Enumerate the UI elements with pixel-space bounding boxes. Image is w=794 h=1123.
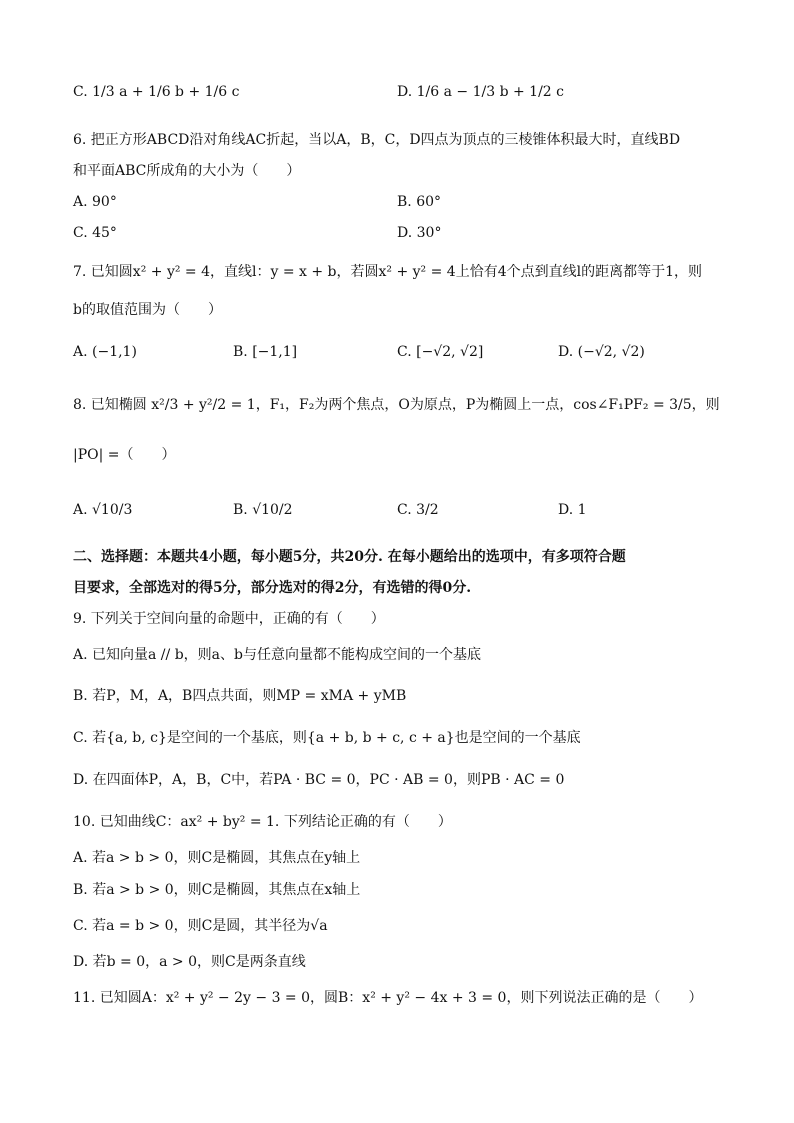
q8-option-c: C. 3/2 — [397, 502, 439, 518]
q8-stem-line2: |PO| =（ ） — [73, 447, 176, 463]
q9-option-c: C. 若{a, b, c}是空间的一个基底，则{a + b, b + c, c + a}也是空间的一个基底 — [73, 730, 581, 746]
q7-option-c: C. [−√2, √2] — [397, 344, 484, 360]
q7-stem-line2: b的取值范围为（ ） — [73, 302, 222, 318]
q7-option-a: A. (−1,1) — [73, 344, 137, 360]
q7-option-b: B. [−1,1] — [233, 344, 298, 360]
q10-option-c: C. 若a = b > 0，则C是圆，其半径为√a — [73, 918, 328, 934]
q9-stem: 9. 下列关于空间向量的命题中，正确的有（ ） — [73, 611, 385, 627]
q7-stem-line1: 7. 已知圆x² + y² = 4，直线l：y = x + b，若圆x² + y² = 4上恰有4个点到直线l的距离都等于1，则 — [73, 264, 703, 280]
q7-option-d: D. (−√2, √2) — [558, 344, 645, 360]
q11-stem: 11. 已知圆A：x² + y² − 2y − 3 = 0，圆B：x² + y² − 4x + 3 = 0，则下列说法正确的是（ ） — [73, 990, 703, 1006]
q9-option-a: A. 已知向量a // b，则a、b与任意向量都不能构成空间的一个基底 — [73, 647, 481, 663]
q6-stem-line2: 和平面ABC所成角的大小为（ ） — [73, 163, 301, 179]
q6-option-a: A. 90° — [73, 194, 117, 210]
q8-option-d: D. 1 — [558, 502, 587, 518]
q10-option-a: A. 若a > b > 0，则C是椭圆，其焦点在y轴上 — [73, 850, 361, 866]
section2-heading-line1: 二、选择题：本题共4小题，每小题5分，共20分. 在每小题给出的选项中，有多项符合题 — [73, 549, 626, 565]
q5-option-d: D. 1/6 a − 1/3 b + 1/2 c — [397, 84, 564, 100]
q9-option-d: D. 在四面体P，A，B，C中，若PA · BC = 0，PC · AB = 0，则PB · AC = 0 — [73, 772, 565, 788]
q10-stem: 10. 已知曲线C：ax² + by² = 1. 下列结论正确的有（ ） — [73, 814, 452, 830]
section2-heading-line2: 目要求，全部选对的得5分，部分选对的得2分，有选错的得0分. — [73, 580, 472, 596]
q6-option-c: C. 45° — [73, 225, 117, 241]
q8-stem-line1: 8. 已知椭圆 x²/3 + y²/2 = 1，F₁，F₂为两个焦点，O为原点，P为椭圆上一点，cos∠F₁PF₂ = 3/5，则 — [73, 397, 720, 413]
q9-option-b: B. 若P，M，A，B四点共面，则MP = xMA + yMB — [73, 688, 407, 704]
q8-option-b: B. √10/2 — [233, 502, 293, 518]
q10-option-d: D. 若b = 0，a > 0，则C是两条直线 — [73, 954, 306, 970]
q8-option-a: A. √10/3 — [73, 502, 133, 518]
q6-option-b: B. 60° — [397, 194, 442, 210]
q5-option-c: C. 1/3 a + 1/6 b + 1/6 c — [73, 84, 240, 100]
q6-option-d: D. 30° — [397, 225, 442, 241]
q10-option-b: B. 若a > b > 0，则C是椭圆，其焦点在x轴上 — [73, 882, 361, 898]
q6-stem-line1: 6. 把正方形ABCD沿对角线AC折起，当以A，B，C，D四点为顶点的三棱锥体积最大时，直线BD — [73, 132, 681, 148]
